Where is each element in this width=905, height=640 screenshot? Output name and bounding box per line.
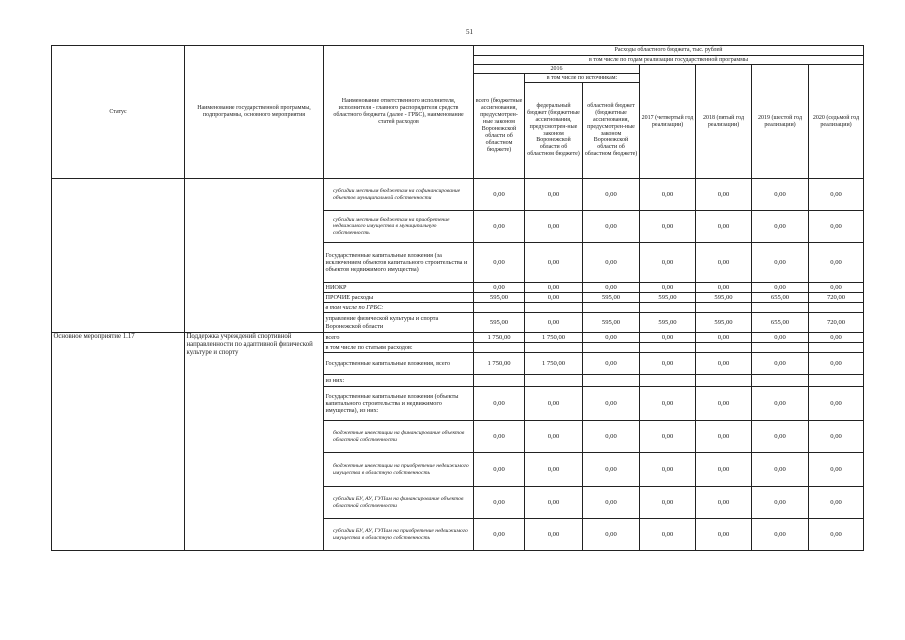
row-value: 1 750,00 <box>474 353 525 375</box>
row-value: 0,00 <box>809 179 864 211</box>
row-value: 595,00 <box>696 293 752 303</box>
row-value-empty <box>809 343 864 353</box>
row-label: субсидии местным бюджетам на софинансирование объектов муниципальной собственности <box>324 179 474 211</box>
header-by-years: в том числе по годам реализации государственной программы <box>474 56 864 65</box>
row-value-empty <box>583 375 640 387</box>
row-value: 0,00 <box>640 487 696 519</box>
row-value: 655,00 <box>752 313 809 333</box>
row-value: 0,00 <box>640 519 696 551</box>
row-value: 1 750,00 <box>474 333 525 343</box>
row-value: 0,00 <box>474 283 525 293</box>
budget-table <box>51 45 864 551</box>
row-value: 0,00 <box>696 243 752 283</box>
row-value: 595,00 <box>474 313 525 333</box>
row-value: 595,00 <box>640 313 696 333</box>
page-number: 51 <box>466 28 473 36</box>
row-value: 0,00 <box>474 211 525 243</box>
row-value: 595,00 <box>583 293 640 303</box>
row-value: 0,00 <box>474 243 525 283</box>
row-label: Государственные капитальные вложения (объекты капитального строительства и недвижимого имущества), из них: <box>324 387 474 421</box>
row-value-empty <box>809 375 864 387</box>
row-value: 0,00 <box>583 333 640 343</box>
row-value: 0,00 <box>583 421 640 453</box>
row-value: 0,00 <box>809 421 864 453</box>
row-value: 720,00 <box>809 313 864 333</box>
row-value: 0,00 <box>752 179 809 211</box>
row-value: 0,00 <box>525 313 583 333</box>
row-value: 0,00 <box>525 179 583 211</box>
row-value: 1 750,00 <box>525 333 583 343</box>
row-label: НИОКР <box>324 283 474 293</box>
row-value-empty <box>583 343 640 353</box>
row-value: 0,00 <box>696 353 752 375</box>
row-value: 0,00 <box>583 211 640 243</box>
row-value-empty <box>474 375 525 387</box>
row-value-empty <box>474 343 525 353</box>
row-value: 0,00 <box>525 421 583 453</box>
header-y2019: 2019 (шестой год реализации) <box>752 65 809 179</box>
row-value: 595,00 <box>474 293 525 303</box>
row-value: 0,00 <box>640 179 696 211</box>
row-value: 0,00 <box>583 387 640 421</box>
row-label: субсидии местным бюджетам на приобретение недвижимого имущества в муниципальную собственность <box>324 211 474 243</box>
row-value: 0,00 <box>752 283 809 293</box>
header-y2020: 2020 (седьмой год реализации) <box>809 65 864 179</box>
row-value: 0,00 <box>809 333 864 343</box>
row-value: 0,00 <box>809 283 864 293</box>
row-value: 0,00 <box>696 519 752 551</box>
row-label: бюджетные инвестиции на приобретение недвижимого имущества в областную собственность <box>324 453 474 487</box>
row-value-empty <box>474 303 525 313</box>
row-label: Государственные капитальные вложения (за исключением объектов капитального строительства и объектов недвижимого имущества) <box>324 243 474 283</box>
row-value: 720,00 <box>809 293 864 303</box>
row-value: 0,00 <box>809 353 864 375</box>
header-executor: Наименование ответственного исполнителя, исполнителя - главного распорядителя средств областного бюджета (далее - ГРБС), наименование статей расходов <box>324 46 474 179</box>
row-value-empty <box>640 343 696 353</box>
row-label: субсидии БУ, АУ, ГУПам на финансирование объектов областной собственности <box>324 487 474 519</box>
row-value: 0,00 <box>752 387 809 421</box>
status-cell-empty <box>52 179 185 333</box>
row-value: 0,00 <box>696 333 752 343</box>
measure-status: Основное мероприятие 1.17 <box>52 333 185 551</box>
row-value: 0,00 <box>474 421 525 453</box>
row-value: 0,00 <box>583 487 640 519</box>
row-value: 0,00 <box>752 421 809 453</box>
row-value: 0,00 <box>640 387 696 421</box>
row-value: 0,00 <box>696 179 752 211</box>
row-value: 0,00 <box>525 293 583 303</box>
row-value: 0,00 <box>696 453 752 487</box>
header-total: всего (бюджетные ассигнования, предусмотрен-ные законом Воронежской области об областном бюджете) <box>474 74 525 179</box>
row-value-empty <box>752 375 809 387</box>
row-value: 0,00 <box>525 519 583 551</box>
row-value: 0,00 <box>583 283 640 293</box>
row-label: в том числе по ГРБС: <box>324 303 474 313</box>
row-value: 0,00 <box>809 211 864 243</box>
row-value: 0,00 <box>640 353 696 375</box>
row-value-empty <box>640 375 696 387</box>
row-label: Государственные капитальные вложения, всего <box>324 353 474 375</box>
row-value: 0,00 <box>752 353 809 375</box>
row-value-empty <box>525 343 583 353</box>
row-value: 0,00 <box>752 211 809 243</box>
row-value: 0,00 <box>525 283 583 293</box>
header-year-2016: 2016 <box>474 65 640 74</box>
row-value-empty <box>696 303 752 313</box>
row-value-empty <box>809 303 864 313</box>
row-value: 1 750,00 <box>525 353 583 375</box>
row-value: 0,00 <box>583 353 640 375</box>
row-value: 0,00 <box>696 421 752 453</box>
row-value: 0,00 <box>640 283 696 293</box>
row-label: субсидии БУ, АУ, ГУПам на приобретение недвижимого имущества в областную собственность <box>324 519 474 551</box>
row-value: 0,00 <box>809 243 864 283</box>
header-regional: областной бюджет (бюджетные ассигнования, предусмотрен-ные законом Воронежской области об областном бюджете) <box>583 83 640 179</box>
header-expenses-title: Расходы областного бюджета, тыс. рублей <box>474 46 864 56</box>
row-value: 0,00 <box>474 453 525 487</box>
row-value: 0,00 <box>474 387 525 421</box>
name-cell-empty <box>185 179 324 333</box>
row-value: 595,00 <box>696 313 752 333</box>
header-y2017: 2017 (четвертый год реализации) <box>640 65 696 179</box>
row-value: 0,00 <box>696 211 752 243</box>
row-value: 0,00 <box>525 211 583 243</box>
header-status: Статус <box>52 46 185 179</box>
row-value: 0,00 <box>809 387 864 421</box>
row-value: 0,00 <box>752 243 809 283</box>
row-value: 0,00 <box>752 487 809 519</box>
row-value: 0,00 <box>525 387 583 421</box>
row-label: всего <box>324 333 474 343</box>
row-value: 595,00 <box>583 313 640 333</box>
row-value: 0,00 <box>640 243 696 283</box>
row-value-empty <box>696 343 752 353</box>
row-value: 0,00 <box>583 453 640 487</box>
row-value: 0,00 <box>640 453 696 487</box>
row-value-empty <box>752 343 809 353</box>
row-value: 655,00 <box>752 293 809 303</box>
row-label: бюджетные инвестиции на финансирование объектов областной собственности <box>324 421 474 453</box>
row-value: 0,00 <box>583 519 640 551</box>
row-value: 0,00 <box>752 453 809 487</box>
row-value-empty <box>696 375 752 387</box>
header-y2018: 2018 (пятый год реализации) <box>696 65 752 179</box>
row-value: 0,00 <box>474 519 525 551</box>
row-value: 0,00 <box>474 487 525 519</box>
row-value: 595,00 <box>640 293 696 303</box>
row-value: 0,00 <box>525 453 583 487</box>
row-value: 0,00 <box>752 519 809 551</box>
header-program-name: Наименование государственной программы, подпрограммы, основного мероприятия <box>185 46 324 179</box>
row-value-empty <box>525 375 583 387</box>
row-value-empty <box>525 303 583 313</box>
row-value: 0,00 <box>474 179 525 211</box>
row-value: 0,00 <box>640 211 696 243</box>
row-value: 0,00 <box>809 519 864 551</box>
row-value: 0,00 <box>640 421 696 453</box>
row-value: 0,00 <box>696 487 752 519</box>
measure-name: Поддержка учреждений спортивной направленности по адаптивной физической культуре и спорту <box>185 333 324 551</box>
row-value-empty <box>752 303 809 313</box>
header-federal: федеральный бюджет (бюджетные ассигнования, предусмотрен-ные законом Воронежской области об областном бюджете) <box>525 83 583 179</box>
row-value: 0,00 <box>752 333 809 343</box>
row-value: 0,00 <box>583 179 640 211</box>
row-value: 0,00 <box>809 487 864 519</box>
header-by-sources: в том числе по источникам: <box>525 74 640 83</box>
row-value: 0,00 <box>583 243 640 283</box>
row-value: 0,00 <box>525 487 583 519</box>
row-value: 0,00 <box>640 333 696 343</box>
row-value: 0,00 <box>696 283 752 293</box>
row-label: в том числе по статьям расходов: <box>324 343 474 353</box>
row-label: из них: <box>324 375 474 387</box>
row-label: ПРОЧИЕ расходы <box>324 293 474 303</box>
row-value-empty <box>640 303 696 313</box>
row-value: 0,00 <box>525 243 583 283</box>
row-value: 0,00 <box>696 387 752 421</box>
row-label: управление физической культуры и спорта Воронежской области <box>324 313 474 333</box>
row-value-empty <box>583 303 640 313</box>
row-value: 0,00 <box>809 453 864 487</box>
